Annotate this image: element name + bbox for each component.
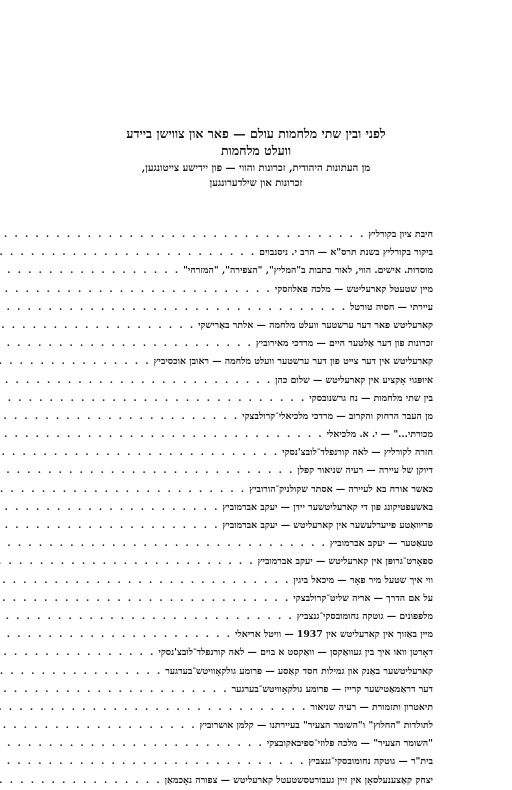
toc-entry bbox=[104, 299, 433, 317]
table-of-contents bbox=[104, 226, 433, 790]
toc-entry bbox=[104, 335, 433, 353]
section-heading-line-1: לפני ובין שתי מלחמות עולם — פאר און צווישן ביידע bbox=[126, 126, 386, 141]
toc-entry bbox=[104, 644, 433, 662]
dot-leader bbox=[0, 353, 151, 371]
section-heading bbox=[80, 125, 432, 159]
toc-entry-title: באשעפטיקונג פון די קארעליטשער יידן — יעקב אברמוביץ bbox=[222, 501, 433, 513]
toc-entry-title: טעאַטער — יעקב אברמוביץ bbox=[329, 538, 433, 550]
dot-leader bbox=[0, 317, 195, 335]
section-heading-line-2: וועלט מלחמות bbox=[220, 143, 292, 158]
toc-entry bbox=[104, 226, 433, 244]
dot-leader bbox=[0, 335, 253, 353]
dot-leader bbox=[0, 262, 180, 280]
toc-entry-title: מכורתי..." — י. א. מלכיאלי bbox=[326, 429, 433, 441]
toc-entry-title: בין שתי מלחמות — נח גרשנובסקי bbox=[309, 392, 433, 404]
toc-entry bbox=[104, 608, 433, 626]
dot-leader bbox=[0, 426, 324, 444]
toc-entry bbox=[104, 590, 433, 608]
toc-entry bbox=[104, 317, 433, 335]
dot-leader bbox=[0, 644, 155, 662]
dot-leader bbox=[0, 517, 219, 535]
toc-entry-title: בית"ר — גוטקה נחומובסקי־גנצביץ bbox=[308, 756, 433, 768]
toc-entry-title: ספאָרט־גרופּן אין קארעליטש — יעקב אברמוביץ bbox=[257, 556, 433, 568]
toc-entry bbox=[104, 663, 433, 681]
toc-entry bbox=[104, 390, 433, 408]
dot-leader bbox=[0, 299, 347, 317]
toc-entry bbox=[104, 426, 433, 444]
toc-entry-title: כאשר אורח בא לעיירה — אסתר שקולניק־הורוביץ bbox=[249, 483, 433, 495]
toc-entry bbox=[104, 462, 433, 480]
toc-entry bbox=[104, 699, 433, 717]
toc-entry bbox=[104, 681, 433, 699]
toc-entry-title: פריוואַטע פייערלעשער אין קארעליטש — יעקב אברמוביץ bbox=[222, 520, 433, 531]
toc-entry-title: "השומר הצעיר" — מלכה פלוזי־ספיבאקובצקי bbox=[266, 738, 433, 750]
dot-leader bbox=[0, 590, 290, 608]
dot-leader bbox=[0, 735, 264, 753]
toc-entry-title: יצחק קאַצענעלסאָן אין זיין געבורטסשטעטל קארעליטש — צפורה נאָכמאַן bbox=[164, 774, 433, 786]
toc-entry-title: חיבת ציון בקורליץ bbox=[368, 229, 433, 240]
toc-entry bbox=[104, 535, 433, 553]
toc-entry-title: ביקור בקורליץ בשנת תרס"א — הרב י. ניסנבוים bbox=[259, 247, 433, 259]
toc-entry-title: מן העבר הרחוק והקרוב — מרדכי מלכיאלי־קרולבצקי bbox=[242, 410, 433, 422]
dot-leader bbox=[0, 681, 229, 699]
toc-entry bbox=[104, 372, 433, 390]
dot-leader bbox=[0, 626, 232, 644]
dot-leader bbox=[0, 408, 239, 426]
toc-entry-title: קארעליטש אין דער צייט פון דער ערשטער וועלט מלחמה — ראובן אוכסיביץ bbox=[153, 356, 433, 368]
dot-leader bbox=[0, 481, 246, 499]
toc-entry-title: קארעליטש פאר דער ערשטער וועלט מלחמה — אלתר באַרישקי bbox=[198, 319, 433, 331]
dot-leader bbox=[0, 753, 305, 771]
dot-leader bbox=[0, 663, 162, 681]
toc-entry-title: איופּגוי אָקציע אין קארעליטש — שלום כהן bbox=[275, 374, 433, 386]
dot-leader bbox=[0, 372, 272, 390]
dot-leader bbox=[0, 390, 306, 408]
toc-entry bbox=[104, 408, 433, 426]
section-subheading bbox=[80, 161, 432, 191]
dot-leader bbox=[0, 717, 197, 735]
toc-entry bbox=[104, 244, 433, 262]
dot-leader bbox=[0, 499, 219, 517]
dot-leader bbox=[0, 553, 255, 571]
dot-leader bbox=[0, 772, 162, 790]
toc-entry bbox=[104, 517, 433, 535]
toc-entry-title: תיאטרון ותזמורת — רעיה שניאור bbox=[310, 701, 433, 713]
dot-leader bbox=[0, 535, 327, 553]
toc-entry-title: דיוקן של עיירה — רעיה שניאור קפלן bbox=[297, 465, 433, 477]
toc-entry-title: עיירתי — חסיה טורטל bbox=[350, 301, 433, 313]
toc-entry-title: ווי איך שטעל מיר פאָר — מיכאל ביגין bbox=[293, 574, 433, 586]
dot-leader bbox=[0, 281, 272, 299]
toc-entry bbox=[104, 753, 433, 771]
toc-entry-title: על אם הדרך — אריה שליט־קרולבצקי bbox=[293, 592, 433, 604]
toc-entry-title: מלפפונים — גוטקה נחומובסקי־גנצביץ bbox=[296, 610, 433, 622]
toc-entry bbox=[104, 735, 433, 753]
dot-leader bbox=[0, 226, 365, 244]
section-subheading-line-2: זכרונות און שילדערונגען bbox=[209, 178, 303, 189]
toc-entry-title: דער דראַמאַטישער קרייז — פרומע גולקאָוויטש־בערגער bbox=[231, 683, 433, 695]
dot-leader bbox=[0, 608, 294, 626]
dot-leader bbox=[0, 444, 279, 462]
toc-entry bbox=[104, 281, 433, 299]
toc-entry bbox=[104, 772, 433, 790]
toc-entry-title: לתולדות "החלוץ" ו"השומר הצעיר" בעיירתנו — קלמן אושרוביץ bbox=[199, 720, 433, 732]
toc-entry bbox=[104, 262, 433, 280]
toc-entry-title: מיין באַזוך אין קארעליטש אין 1937 — וויטל אריאלי bbox=[234, 629, 433, 641]
dot-leader bbox=[0, 572, 290, 590]
dot-leader bbox=[0, 462, 294, 480]
dot-leader bbox=[0, 699, 307, 717]
toc-entry-title: זכרונות פון דער אַלטער היים — מרדכי מאירוביץ bbox=[255, 338, 433, 350]
toc-entry-title: מוסדות. אישים. הווי, לאור כתבות ב"המליץ", "הצפירה", "המזרחי" bbox=[183, 265, 433, 277]
section-subheading-line-1: מן העתונות היהודית, זכרונות והווי — פון יידישע צייטונגען, bbox=[141, 163, 371, 174]
toc-entry bbox=[104, 444, 433, 462]
toc-entry bbox=[104, 481, 433, 499]
toc-entry-title: מיין שטעטל קארעליטש — מלכה פאלוזסקי bbox=[274, 283, 433, 295]
toc-entry-title: קארעליטשער באַנק און גמילות חסד קאַסע — פרומע גולקאָוויטש־בערגער bbox=[165, 665, 433, 677]
toc-entry bbox=[104, 353, 433, 371]
toc-entry bbox=[104, 553, 433, 571]
dot-leader bbox=[0, 244, 256, 262]
toc-entry bbox=[104, 626, 433, 644]
toc-entry bbox=[104, 717, 433, 735]
toc-entry-title: דאָרטן וואו איך בין געוואַקסן — וואַקסט א בוים — לאה קורנפלד־לובצ'נסקי bbox=[158, 647, 433, 659]
toc-entry bbox=[104, 572, 433, 590]
toc-entry bbox=[104, 499, 433, 517]
toc-entry-title: חזרה לקורליץ — לאה קורנפלד־לובצ'נסקי bbox=[282, 447, 433, 459]
